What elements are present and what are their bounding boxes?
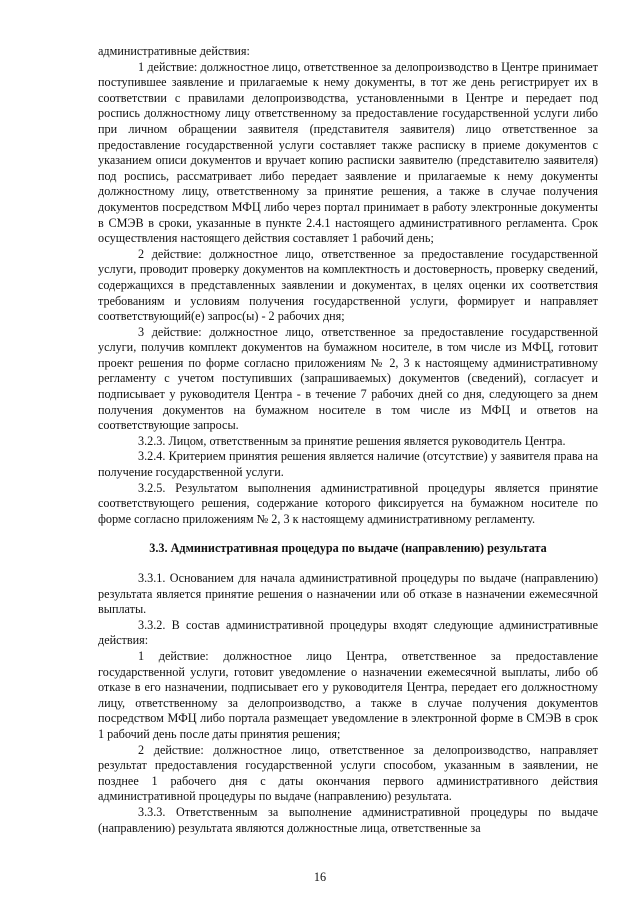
document-page	[98, 44, 598, 836]
paragraph-action-1: 1 действие: должностное лицо, ответственное за делопроизводство в Центре принимает поступившее заявление и прилагаемые к нему документы, в тот же день регистрирует их в соответствии с правилами делопроизводства, установленными в Центре и передает под роспись должностному лицу ответственному за предоставление государственной услуги либо при личном обращении заявителя (представителя заявителя) лицо ответственное за предоставление государственной услуги составляет также расписку в приеме документов с указанием описи документов и вручает копию расписки заявителю (представителю заявителя) под роспись, рассматривает либо передает заявление и прилагаемые к нему документы должностному лицу, ответственному за принятие решения, а также в случае получения документов посредством МФЦ либо через портал принимает в работу электронные документы в СМЭВ в сроки, указанные в пункте 2.4.1 настоящего административного регламента. Срок осуществления настоящего действия составляет 1 рабочий день;	[98, 59, 598, 246]
paragraph-3-2-3: 3.2.3. Лицом, ответственным за принятие решения является руководитель Центра.	[138, 433, 566, 448]
page-number: 16	[313, 870, 327, 884]
paragraph-action-3: 3 действие: должностное лицо, ответственное за предоставление государственной услуги, получив комплект документов на бумажном носителе, в том числе из МФЦ, готовит проект решения по форме согласно приложениям № 2, 3 к настоящему административному регламенту с учетом поступивших (запрашиваемых) документов (сведений), согласует и подписывает у руководителя Центра - в течение 7 рабочих дней со дня, следующего за днем получения документов на бумажном носителе в том числе из МФЦ и ответов на соответствующие запросы.	[98, 324, 598, 433]
paragraph-3-3-1: 3.3.1. Основанием для начала административной процедуры по выдаче (направлению) результата является принятие решения о назначении или об отказе в назначении ежемесячной выплаты.	[98, 571, 598, 617]
paragraph-3-3-2: 3.3.2. В состав административной процедуры входят следующие административные действия:	[98, 617, 598, 648]
paragraph-3-3-2-action-2: 2 действие: должностное лицо, ответственное за делопроизводство, направляет результат предоставления государственной услуги способом, указанным в заявлении, не позднее 1 рабочего дня с даты окончания первого административного действия административной процедуры по выдаче (направлению) результата.	[98, 742, 598, 804]
section-heading-3-3: 3.3. Административная процедура по выдаче (направлению) результата	[149, 541, 547, 556]
paragraph-3-2-5: 3.2.5. Результатом выполнения административной процедуры является принятие соответствующего решения, содержание которого фиксируется на бумажном носителе по форме согласно приложениям № 2, 3 к настоящему административному регламенту.	[98, 480, 598, 526]
paragraph-3-3-3: 3.3.3. Ответственным за выполнение административной процедуры по выдаче (направлению) результата являются должностные лица, ответственные за	[98, 804, 598, 835]
paragraph-continuation: административные действия:	[98, 44, 250, 58]
paragraph-3-2-4: 3.2.4. Критерием принятия решения является наличие (отсутствие) у заявителя права на получение государственной услуги.	[98, 449, 598, 480]
paragraph-3-3-2-action-1: 1 действие: должностное лицо Центра, ответственное за предоставление государственной услуги, готовит уведомление о назначении ежемесячной выплаты, либо об отказе в его назначении, подписывает его у руководителя Центра, передает его должностному лицу, ответственному за делопроизводство, а также в случае получения документов посредством МФЦ либо портала размещает уведомление в электронной форме в СМЭВ в срок 1 рабочий день после даты принятия решения;	[98, 648, 598, 741]
paragraph-action-2: 2 действие: должностное лицо, ответственное за предоставление государственной услуги, проводит проверку документов на комплектность и достоверность, проверку сведений, содержащихся в представленных заявлении и документах, в целях оценки их соответствия требованиям и условиям получения государственной услуги, формирует и направляет соответствующий(е) запрос(ы) - 2 рабочих дня;	[98, 246, 598, 324]
